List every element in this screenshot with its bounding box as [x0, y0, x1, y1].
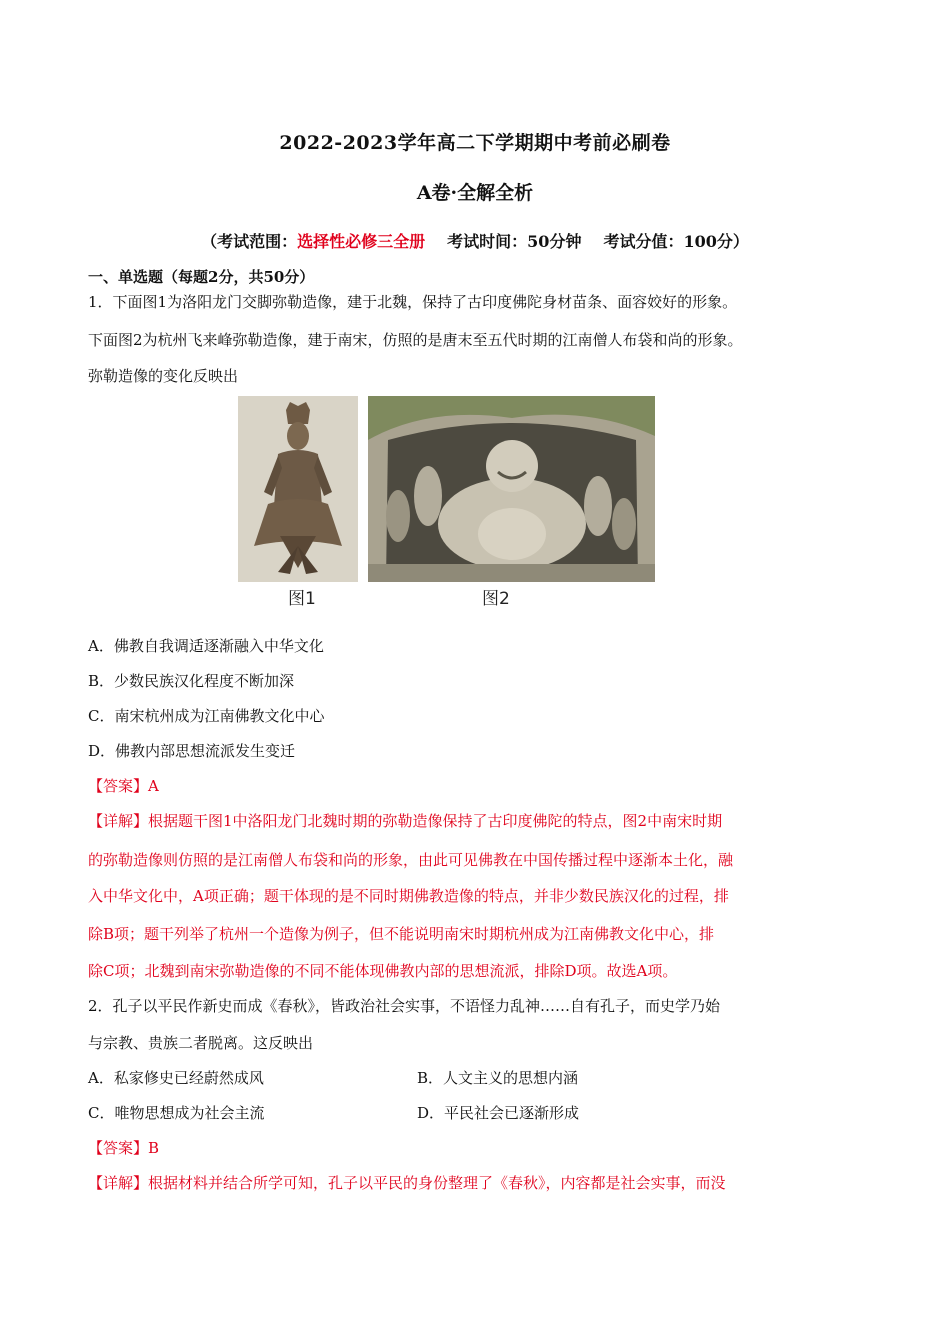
q1-explanation-line: 入中华文化中，A项正确；题干体现的是不同时期佛教造像的特点，并非少数民族汉化的过程，排: [88, 887, 729, 905]
exam-score: 考试分值：100分）: [603, 232, 749, 251]
q1-stem-line: 下面图2为杭州飞来峰弥勒造像，建于南宋，仿照的是唐末至五代时期的江南僧人布袋和尚的形象。: [88, 331, 743, 349]
q1-explanation-line: 【详解】根据题干图1中洛阳龙门北魏时期的弥勒造像保持了古印度佛陀的特点，图2中南宋时期: [88, 812, 723, 830]
q2-stem-line: 2．孔子以平民作新史而成《春秋》，皆政治社会实事，不语怪力乱神……自有孔子，而史学乃始: [88, 997, 721, 1015]
exam-time: 考试时间：50分钟: [447, 232, 582, 251]
q1-explanation-line: 除C项；北魏到南宋弥勒造像的不同不能体现佛教内部的思想流派，排除D项。故选A项。: [88, 962, 678, 980]
figure-2-budai-carving: [368, 396, 655, 582]
q1-answer: 【答案】A: [88, 777, 159, 795]
q1-option-c[interactable]: C．南宋杭州成为江南佛教文化中心: [88, 707, 325, 725]
q1-option-a[interactable]: A．佛教自我调适逐渐融入中华文化: [88, 637, 324, 655]
scope-value: 选择性必修三全册: [297, 232, 426, 251]
exam-info: [0, 229, 950, 252]
q1-stem-line: 弥勒造像的变化反映出: [88, 367, 239, 385]
figure-1-caption: 图1: [288, 589, 316, 609]
q2-option-b[interactable]: B．人文主义的思想内涵: [417, 1069, 579, 1087]
q2-explanation-line: 【详解】根据材料并结合所学可知，孔子以平民的身份整理了《春秋》，内容都是社会实事，而没: [88, 1174, 726, 1192]
q1-option-b[interactable]: B．少数民族汉化程度不断加深: [88, 672, 295, 690]
q2-option-a[interactable]: A．私家修史已经蔚然成风: [88, 1069, 264, 1087]
section-title: 一、单选题（每题2分，共50分）: [88, 268, 315, 286]
page-subtitle: A卷·全解全析: [416, 182, 534, 204]
figure-1-maitreya-statue: [238, 396, 358, 582]
figure-2-caption: 图2: [482, 589, 510, 609]
q1-option-d[interactable]: D．佛教内部思想流派发生变迁: [88, 742, 296, 760]
scope-prefix: （考试范围：: [201, 232, 298, 251]
q2-answer: 【答案】B: [88, 1139, 160, 1157]
q2-option-d[interactable]: D．平民社会已逐渐形成: [417, 1104, 580, 1122]
q1-explanation-line: 的弥勒造像则仿照的是江南僧人布袋和尚的形象，由此可见佛教在中国传播过程中逐渐本土化，融: [88, 851, 734, 869]
q2-stem-line: 与宗教、贵族二者脱离。这反映出: [88, 1034, 314, 1052]
q1-stem-line: 1．下面图1为洛阳龙门交脚弥勒造像，建于北魏，保持了古印度佛陀身材苗条、面容姣好的形象。: [88, 293, 738, 311]
page-title: 2022-2023学年高二下学期期中考前必刷卷: [279, 132, 671, 154]
q2-option-c[interactable]: C．唯物思想成为社会主流: [88, 1104, 265, 1122]
q1-explanation-line: 除B项；题干列举了杭州一个造像为例子，但不能说明南宋时期杭州成为江南佛教文化中心，排: [88, 925, 715, 943]
